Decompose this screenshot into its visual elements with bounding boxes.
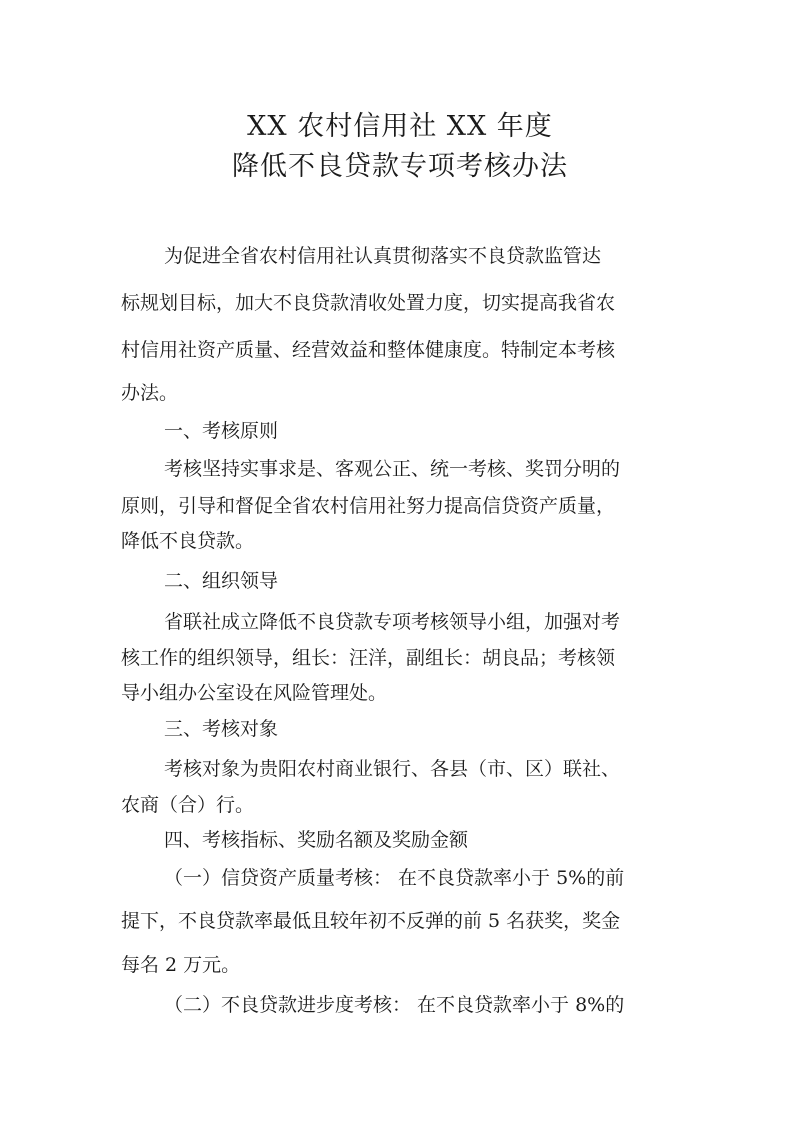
paragraph-line: 提下，不良贷款率最低且较年初不反弹的前 5 名获奖，奖金 (121, 910, 621, 932)
paragraph-line: 为促进全省农村信用社认真贯彻落实不良贷款监管达 (164, 245, 602, 267)
section-heading: 四、考核指标、奖励名额及奖励金额 (164, 829, 469, 851)
paragraph-line: 考核对象为贵阳农村商业银行、各县（市、区）联社、 (164, 758, 621, 780)
document-title-line-2: 降低不良贷款专项考核办法 (232, 151, 568, 182)
paragraph-line: （二）不良贷款进步度考核： 在不良贷款率小于 8%的 (164, 994, 625, 1016)
paragraph-line: 省联社成立降低不良贷款专项考核领导小组，加强对考 (164, 611, 621, 633)
paragraph-line: 考核坚持实事求是、客观公正、统一考核、奖罚分明的 (164, 458, 621, 480)
paragraph-line: 核工作的组织领导，组长：汪洋，副组长：胡良品；考核领 (121, 647, 616, 669)
paragraph-line: 每名 2 万元。 (121, 954, 241, 976)
paragraph-line: 导小组办公室设在风险管理处。 (121, 682, 388, 704)
paragraph-line: 农商（合）行。 (121, 794, 255, 816)
paragraph-line: 降低不良贷款。 (121, 530, 255, 552)
paragraph-line: 标规划目标，加大不良贷款清收处置力度，切实提高我省农 (121, 292, 616, 314)
paragraph-line: 村信用社资产质量、经营效益和整体健康度。特制定本考核 (121, 339, 616, 361)
section-heading: 二、组织领导 (164, 570, 279, 592)
document-title-line-1: XX 农村信用社 XX 年度 (247, 111, 553, 142)
paragraph-line: 办法。 (121, 382, 179, 404)
paragraph-line: （一）信贷资产质量考核： 在不良贷款率小于 5%的前 (164, 867, 625, 889)
section-heading: 三、考核对象 (164, 718, 279, 740)
paragraph-line: 原则，引导和督促全省农村信用社努力提高信贷资产质量， (121, 495, 616, 517)
section-heading: 一、考核原则 (164, 420, 279, 442)
